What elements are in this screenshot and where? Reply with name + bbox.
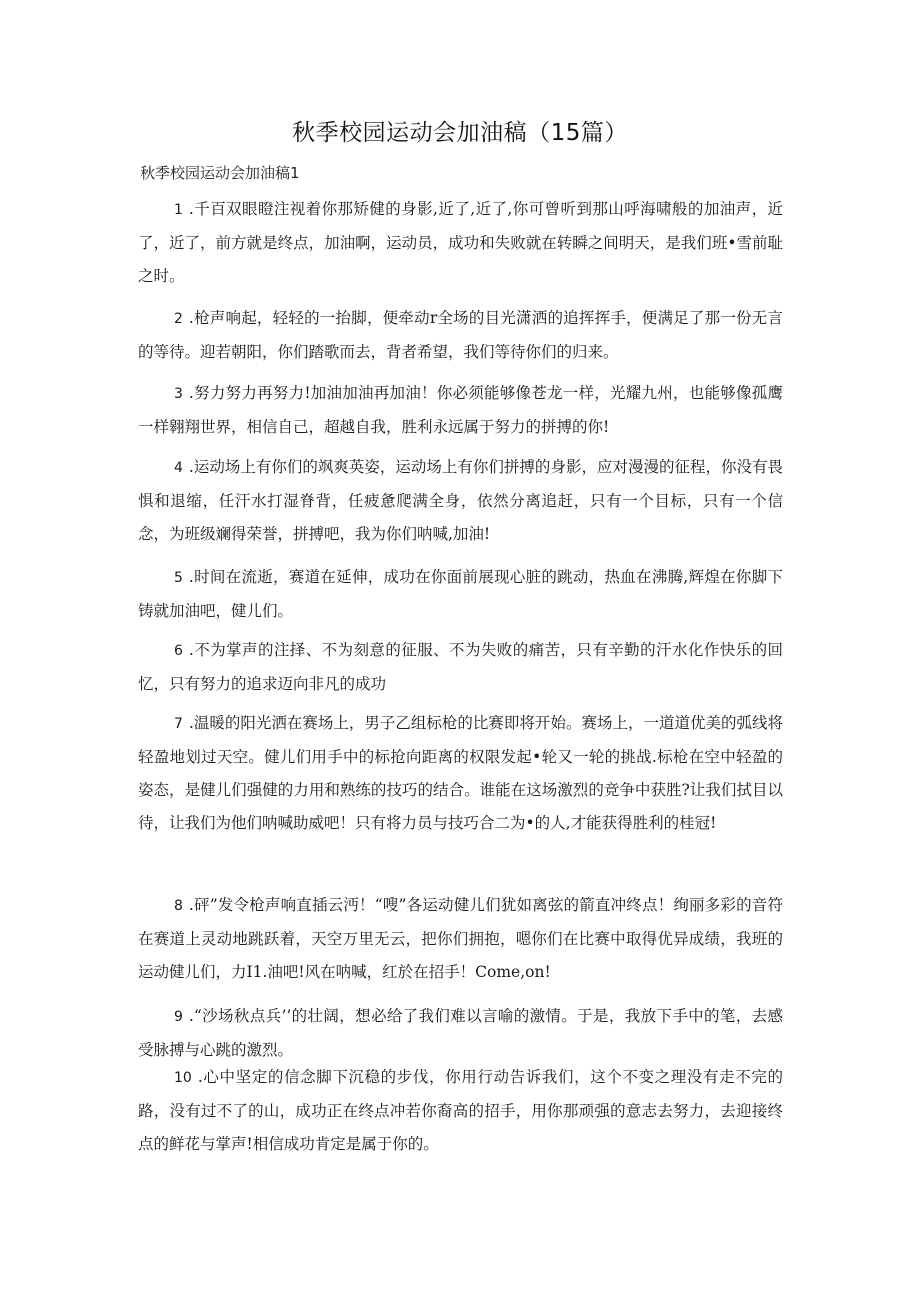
paragraph-number: 6 — [174, 643, 183, 659]
paragraph-number: 9 — [174, 1009, 183, 1025]
paragraph-4 — [138, 451, 783, 551]
paragraph-1 — [138, 193, 783, 293]
paragraph-number: 2 — [174, 311, 183, 327]
paragraph-number: 7 — [174, 716, 183, 732]
paragraph-number: 1 — [174, 202, 183, 218]
paragraph-number: 10 — [174, 1070, 192, 1086]
paragraph-10 — [138, 1061, 783, 1161]
paragraph-text: .不为掌声的注择、不为刻意的征服、不为失败的痛苦，只有辛勤的汗水化作快乐的回忆，只有努力的追求迈向非凡的成功 — [138, 641, 783, 693]
paragraph-9 — [138, 1000, 783, 1067]
paragraph-7 — [138, 707, 783, 840]
paragraph-text: .砰”发令枪声响直插云沔！“嗖”各运动健儿们犹如离弦的箭直冲终点！绚丽多彩的音符在赛道上灵动地跳跃着，天空万里无云，把你们拥抱，嗯你们在比赛中取得优异成绩，我班的运动健儿们，力I1.油吧!风在呐喊，红於在招手！Come,on! — [138, 896, 783, 981]
paragraph-number: 8 — [174, 898, 183, 914]
paragraph-text: .千百双眼瞪注视着你那矫健的身影,近了,近了,你可曾听到那山呼海啸般的加油声，近了，近了，前方就是终点，加油啊，运动员，成功和失败就在转瞬之间明天，是我们班•雪前耻之时。 — [138, 200, 783, 285]
paragraph-text: .温暖的阳光洒在赛场上，男子乙组标枪的比赛即将开始。赛场上，一道道优美的弧线将轻盈地划过天空。健儿们用手中的标抢向距离的权限发起•轮又一轮的挑战.标枪在空中轻盈的姿态，是健儿们强健的力用和熟练的技巧的结合。谁能在这场激烈的竞争中获胜?让我们拭目以待，让我们为他们呐喊助威吧！只有将力员与技巧合二为•的人,才能获得胜利的桂冠! — [138, 714, 783, 832]
paragraph-number: 4 — [174, 460, 183, 476]
paragraph-text: .枪声响起，轻轻的一抬脚，便牵动r全场的目光潇洒的追挥挥手，便满足了那一份无言的等待。迎若朝阳，你们踏歌而去，背者希望，我们等待你们的归来。 — [138, 309, 783, 361]
paragraph-text: .运动场上有你们的飒爽英姿，运动场上有你们拼搏的身影，应对漫漫的征程，你没有畏惧和退缩，任汗水打湿脊背，任疲惫爬满全身，依然分离追赶，只有一个目标，只有一个信念，为班级斓得荣誉，拼搏吧，我为你们呐喊,加油! — [138, 458, 783, 543]
document-title: 秋季校园运动会加油稿（15篇） — [292, 120, 628, 146]
paragraph-text: .时间在流逝，赛道在延伸，成功在你面前展现心脏的跳动，热血在沸腾,辉煌在你脚下铸就加油吧，健儿们。 — [138, 568, 783, 620]
paragraph-3 — [138, 377, 783, 444]
document-subtitle: 秋季校园运动会加油稿1 — [140, 164, 300, 182]
paragraph-text: .努力努力再努力!加油加油再加油！你必须能够像苍龙一样，光耀九州，也能够像孤鹰一样翱翔世界，相信自己，超越自我，胜利永远属于努力的拼搏的你! — [138, 384, 783, 436]
paragraph-number: 5 — [174, 570, 183, 586]
paragraph-6 — [138, 634, 783, 701]
paragraph-8 — [138, 889, 783, 989]
paragraph-text: .心中坚定的信念脚下沉稳的步伐，你用行动告诉我们，这个不变之理没有走不完的路，没有过不了的山，成功正在终点冲若你裔高的招手，用你那顽强的意志去努力，去迎接终点的鲜花与掌声!相信成功肯定是属于你的。 — [138, 1068, 783, 1153]
paragraph-number: 3 — [174, 386, 183, 402]
paragraph-text: .“沙场秋点兵’’的壮阔，想必给了我们难以言喻的激情。于是，我放下手中的笔，去感受脉搏与心跳的激烈。 — [138, 1007, 783, 1059]
paragraph-5 — [138, 561, 783, 628]
paragraph-2 — [138, 302, 783, 369]
